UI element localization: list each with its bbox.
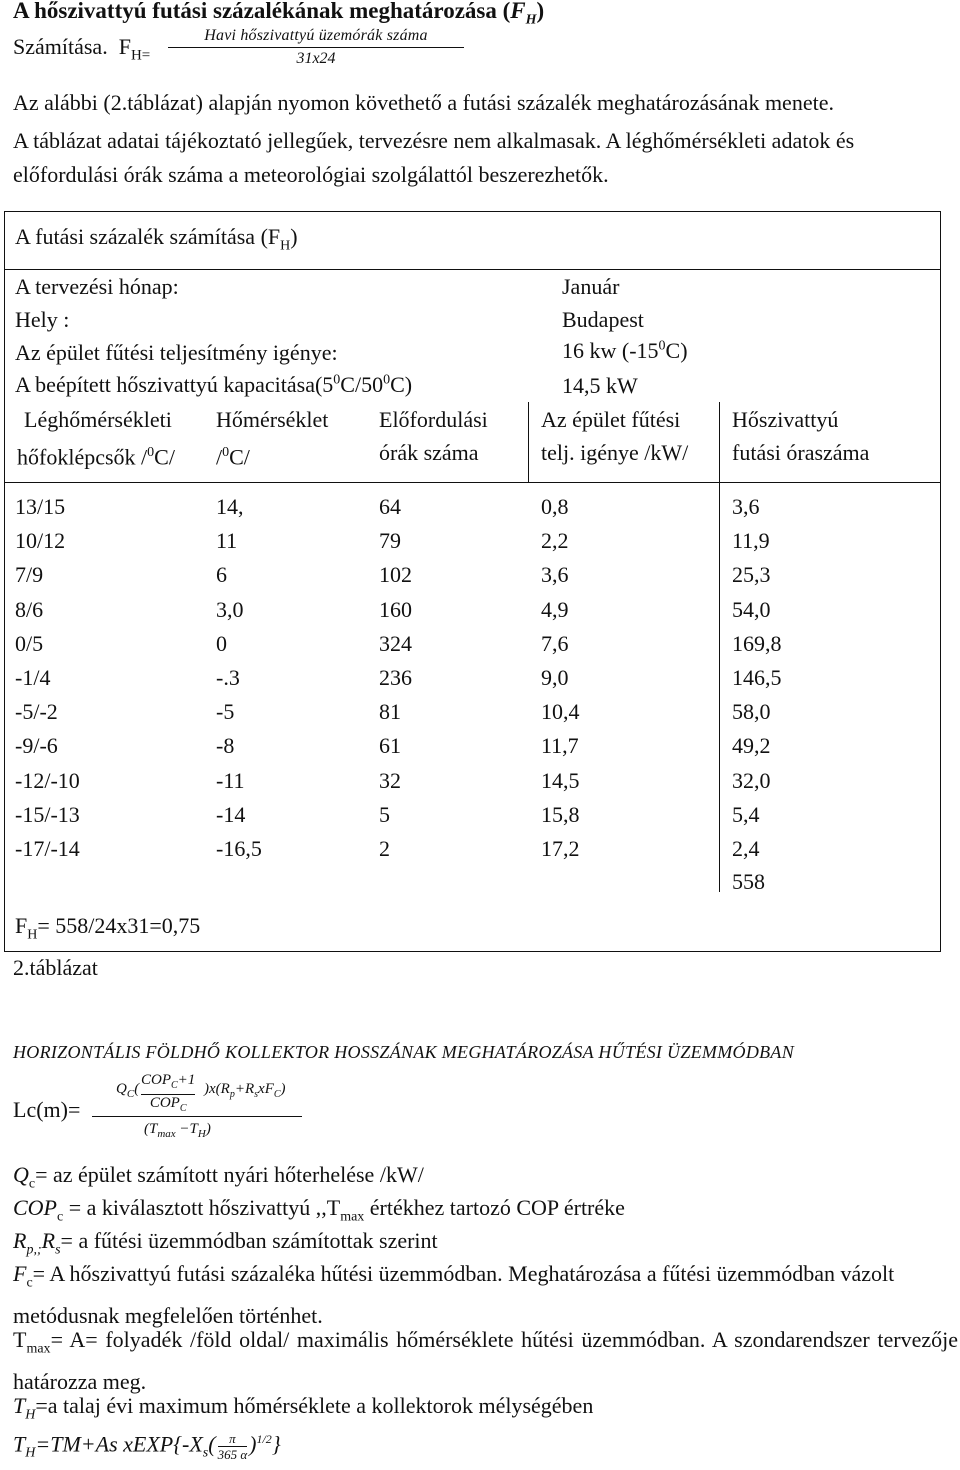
cell-demand: 15,8 xyxy=(541,801,580,827)
cell-temperature: -14 xyxy=(216,801,246,827)
cell-air-temp: -15/-13 xyxy=(15,801,80,827)
cell-run-hours: 5,4 xyxy=(732,801,760,827)
cell-demand: 7,6 xyxy=(541,630,569,656)
table-divider xyxy=(5,269,940,270)
definition-fc: $F_c= A$ hőszivattyú futási százaléka hűtési üzemmódban. Meghatározása a fűtési üzemmódban vázolt metódusnak megfelelően történhet. xyxy=(13,1261,895,1329)
fraction-bar xyxy=(168,47,464,48)
cell-run-hours: 2,4 xyxy=(732,836,760,861)
definition-rps: $R_{p,;}R_s= a$ fűtési üzemmódban számítottak szerint xyxy=(13,1228,438,1258)
section-title: HORIZONTÁLIS FÖLDHŐ KOLLEKTOR HOSSZÁNAK MEGHATÁROZÁSA HŰTÉSI ÜZEMMÓDBAN xyxy=(13,1042,795,1062)
column-header-temperature: Hőmérséklet /$^0$C/ xyxy=(216,407,329,470)
lc-numerator: $Q_C$( $COP_C+1$ $COP_C$ )$x(R_p+R_sxF_C)$ xyxy=(92,1072,302,1114)
cell-demand: 14,5 xyxy=(541,767,580,793)
calc-label: Számítása. $F_{H=}$ xyxy=(13,34,151,64)
info-label-month: A tervezési hónap: xyxy=(15,274,179,299)
lc-denominator: $(T_{max} -T_H)$ xyxy=(144,1121,211,1140)
cell-temperature: 11 xyxy=(216,528,238,554)
cell-air-temp: 10/12 xyxy=(15,528,66,554)
cell-temperature: -5 xyxy=(216,699,235,725)
definition-qc: $Q_c=$ az épület számított nyári hőterhelése /kW/ xyxy=(13,1162,424,1192)
cell-air-temp: 7/9 xyxy=(15,562,44,588)
cell-occurrence: 32 xyxy=(379,767,401,793)
cell-temperature: 3,0 xyxy=(216,596,244,622)
cell-occurrence: 64 xyxy=(379,494,401,519)
table-heading: A futási százalék számítása $(F_H)$ xyxy=(15,224,298,254)
fraction-denominator: 31x24 xyxy=(296,50,336,67)
cell-occurrence: 81 xyxy=(379,699,401,725)
cell-demand: 9,0 xyxy=(541,665,569,690)
info-value-place: Budapest xyxy=(562,307,644,332)
cell-air-temp: 13/15 xyxy=(15,494,66,519)
run-percentage-table xyxy=(4,211,941,952)
cell-temperature: -.3 xyxy=(216,665,240,690)
cell-temperature: 6 xyxy=(216,562,227,588)
cell-temperature: -11 xyxy=(216,767,245,793)
definition-copc: $COP_c = a$ kiválasztott hőszivattyú $,,T_{max}$ értékhez tartozó COP értréke xyxy=(13,1195,625,1225)
cell-demand: 11,7 xyxy=(541,733,579,759)
cell-demand: 3,6 xyxy=(541,562,569,588)
cell-occurrence: 160 xyxy=(379,596,412,622)
cell-run-hours: 54,0 xyxy=(732,596,771,622)
definition-th: $T_H=a$ talaj évi maximum hőmérséklete a kollektorok mélységében xyxy=(13,1393,594,1423)
cell-run-hours: 3,6 xyxy=(732,494,760,519)
cell-air-temp: 0/5 xyxy=(15,630,44,656)
column-header-occurrence: Előfordulási órák száma xyxy=(379,407,488,465)
cell-temperature: 14, xyxy=(216,494,244,519)
intro-paragraph-1: Az alábbi (2.táblázat) alapján nyomon követhető a futási százalék meghatározásának menete. xyxy=(13,90,834,115)
cell-air-temp: -17/-14 xyxy=(15,836,80,861)
cell-run-hours: 58,0 xyxy=(732,699,771,725)
th-fraction: $\frac{\pi}{365 \alpha}$ xyxy=(217,1430,248,1462)
column-divider xyxy=(528,402,529,482)
info-label-capacity: A beépített hőszivattyú $kapacitása(5^0C/50^0C)$ xyxy=(15,372,413,397)
info-label-demand: Az épület fűtési teljesítmény igénye: xyxy=(15,340,338,365)
cell-air-temp: -12/-10 xyxy=(15,767,80,793)
fraction-numerator: Havi hőszivattyú üzemórák száma xyxy=(204,27,428,44)
cell-run-hours: 11,9 xyxy=(732,528,770,554)
cell-run-hours: 49,2 xyxy=(732,733,771,759)
cell-demand: 2,2 xyxy=(541,528,569,554)
cell-occurrence: 5 xyxy=(379,801,390,827)
cell-occurrence: 102 xyxy=(379,562,412,588)
intro-paragraph-2: A táblázat adatai tájékoztató jellegűek, tervezésre nem alkalmasak. A léghőmérsékleti adatok és előfordulási órák száma a meteorológiai szolgálattól beszerezhetők. xyxy=(13,128,855,187)
cell-air-temp: -1/4 xyxy=(15,665,51,690)
column-divider xyxy=(719,402,720,892)
info-label-place: Hely : xyxy=(15,307,70,332)
cell-temperature: -16,5 xyxy=(216,836,262,861)
cell-run-hours: 169,8 xyxy=(732,630,782,656)
info-value-capacity: 14,5 kW xyxy=(562,373,638,398)
cell-run-hours: 25,3 xyxy=(732,562,771,588)
cell-run-hours: 32,0 xyxy=(732,767,771,793)
table-caption: 2.táblázat xyxy=(13,955,98,980)
cell-air-temp: 8/6 xyxy=(15,596,44,622)
total-run-hours: 558 xyxy=(732,869,765,894)
cell-demand: 10,4 xyxy=(541,699,580,725)
formula-lhs: Lc(m)= xyxy=(13,1097,81,1122)
cell-temperature: -8 xyxy=(216,733,235,759)
cell-demand: 0,8 xyxy=(541,494,569,519)
result-formula: $F_H= 558/24x31=0,75$ xyxy=(15,913,201,943)
cell-demand: 4,9 xyxy=(541,596,569,622)
cell-occurrence: 2 xyxy=(379,836,390,861)
column-header-demand: Az épület fűtési telj. igénye /kW/ xyxy=(541,407,689,465)
cell-occurrence: 324 xyxy=(379,630,412,656)
cell-air-temp: -9/-6 xyxy=(15,733,58,759)
cell-air-temp: -5/-2 xyxy=(15,699,58,725)
cell-occurrence: 61 xyxy=(379,733,401,759)
definition-tmax: $T_{max}= A=$ folyadék /föld oldal/ maximális hőmérséklete hűtési üzemmódban. A szondarendszer tervezője határozza meg. xyxy=(13,1327,958,1395)
lc-formula xyxy=(92,1072,302,1140)
cell-occurrence: 236 xyxy=(379,665,412,690)
run-fraction xyxy=(168,26,464,69)
th-formula: $T_H=TM+As$ $xEXP\{-X_s$( $\frac{\pi}{365 \alpha}$ )$^{1/2}$} xyxy=(13,1430,281,1462)
column-header-air-temp: Léghőmérsékleti hőfoklépcsők /$^0$C/ xyxy=(17,407,175,470)
cell-run-hours: 146,5 xyxy=(732,665,782,690)
cell-temperature: 0 xyxy=(216,630,227,656)
cell-demand: 17,2 xyxy=(541,836,580,861)
cell-occurrence: 79 xyxy=(379,528,401,554)
page-title: A hőszivattyú futási százalékának meghatározása $(F_H)$ xyxy=(13,0,545,28)
info-value-month: Január xyxy=(562,274,620,299)
column-header-run-hours: Hőszivattyú futási óraszáma xyxy=(732,407,870,465)
table-divider xyxy=(5,482,940,483)
info-value-demand: 16 kw $(-15^0C)$ xyxy=(562,338,688,363)
